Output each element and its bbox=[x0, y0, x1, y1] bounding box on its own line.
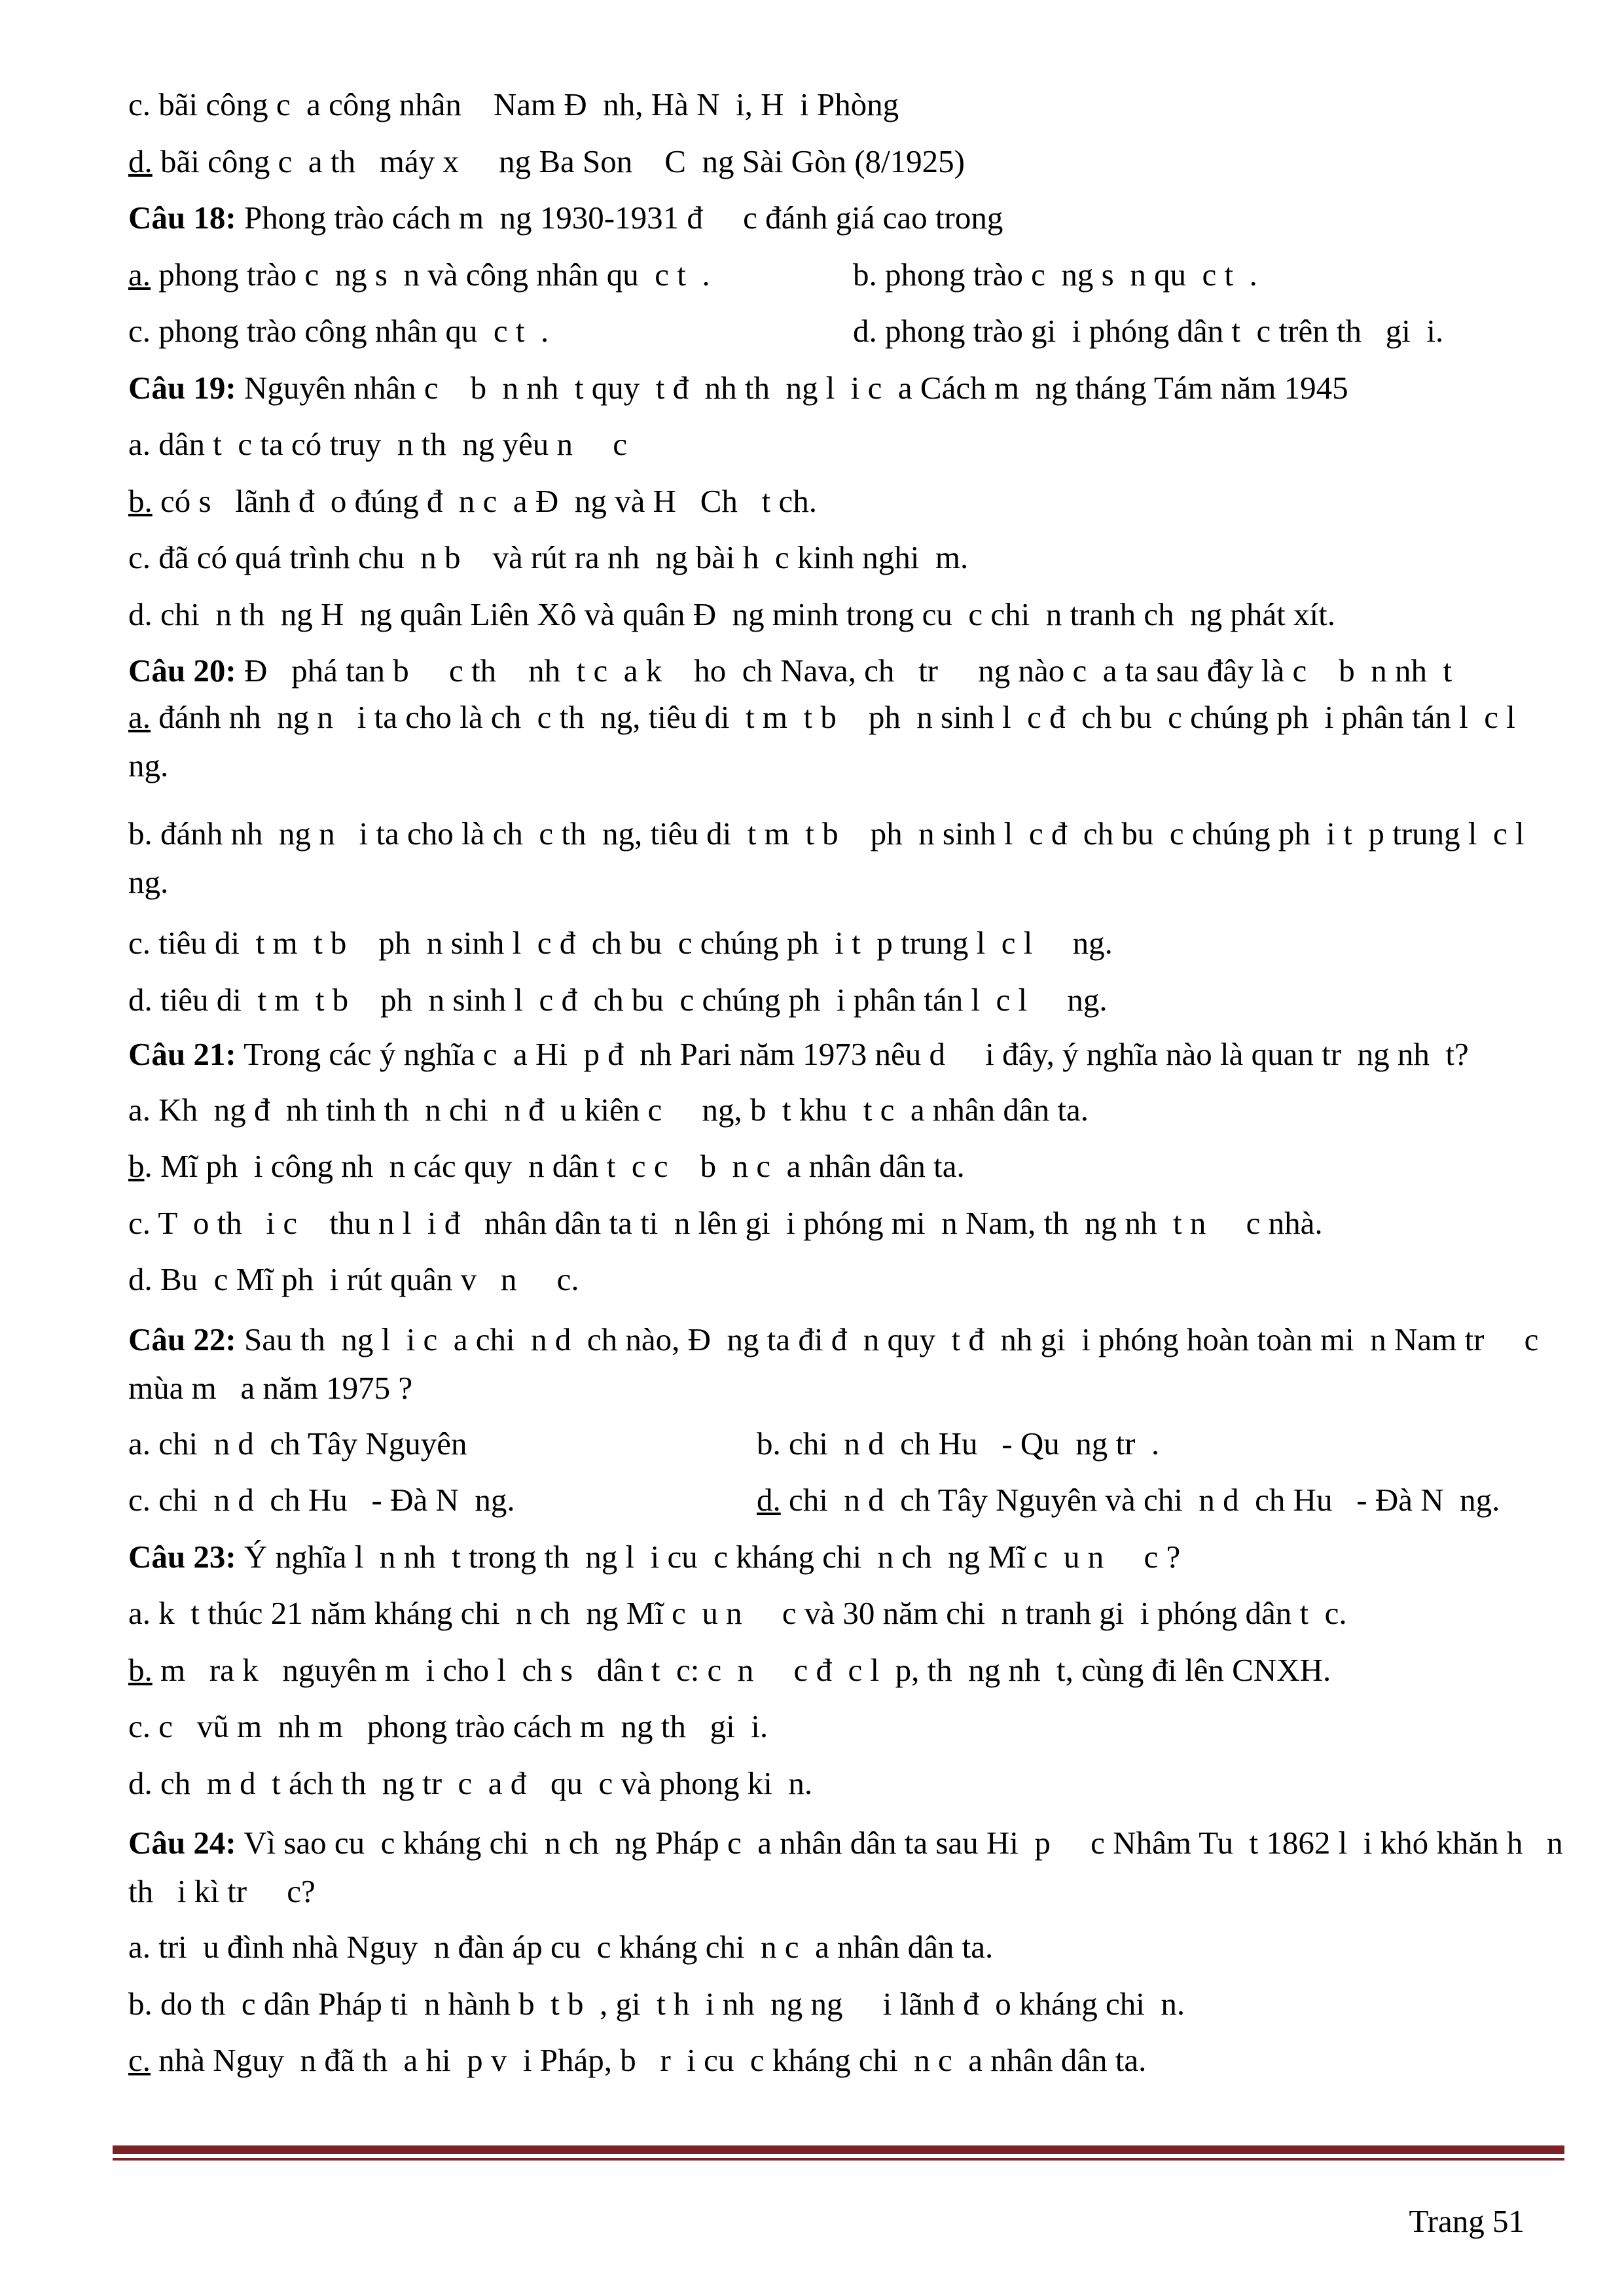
answer-line: c. c vũ m nh m phong trào cách m ng th gi i. bbox=[128, 1708, 768, 1744]
answer-line: c. T o th i c thu n l i đ nhân dân ta ti n lên gi i phóng mi n Nam, th ng nh t n c nhà. bbox=[128, 1204, 1323, 1241]
answer-line: a. Kh ng đ nh tinh th n chi n đ u kiên c ng, b t khu t c a nhân dân ta. bbox=[128, 1091, 1089, 1128]
answer-line: c. bãi công c a công nhân Nam Đ nh, Hà N i, H i Phòng bbox=[128, 86, 899, 122]
answer-line: b. m ra k nguyên m i cho l ch s dân t c: c n c đ c l p, th ng nh t, cùng đi lên CNXH. bbox=[128, 1651, 1331, 1688]
answer-line: b. do th c dân Pháp ti n hành b t b , gi t h i nh ng ng i lãnh đ o kháng chi n. bbox=[128, 1985, 1185, 2022]
footer-divider bbox=[113, 2145, 1564, 2165]
question-line: Câu 23: Ý nghĩa l n nh t trong th ng l i cu c kháng chi n ch ng Mĩ c u n c ? bbox=[128, 1538, 1181, 1575]
question-line: Câu 22: Sau th ng l i c a chi n d ch nào, Đ ng ta đi đ n quy t đ nh gi i phóng hoàn toàn mi n Nam tr c mùa m a năm 1975 ? bbox=[128, 1321, 1547, 1406]
answer-line: b. có s lãnh đ o đúng đ n c a Đ ng và H Ch t ch. bbox=[128, 482, 817, 519]
answer-line: b. Mĩ ph i công nh n các quy n dân t c c b n c a nhân dân ta. bbox=[128, 1148, 965, 1184]
question-line: Câu 18: Phong trào cách m ng 1930-1931 đ c đánh giá cao trong bbox=[128, 200, 1003, 236]
answer-mark: a. bbox=[128, 699, 151, 735]
answer-row: a. chi n d ch Tây Nguyên b. chi n d ch Hu - Qu ng tr . bbox=[128, 1425, 1160, 1462]
question-label: Câu 21: bbox=[128, 1035, 236, 1072]
answer-line: c. nhà Nguy n đã th a hi p v i Pháp, b r i cu c kháng chi n c a nhân dân ta. bbox=[128, 2042, 1147, 2078]
question-label: Câu 20: bbox=[128, 653, 236, 689]
answer-line: d. Bu c Mĩ ph i rút quân v n c. bbox=[128, 1261, 579, 1297]
answer-line: d. ch m d t ách th ng tr c a đ qu c và phong ki n. bbox=[128, 1765, 813, 1801]
answer-mark: d. bbox=[757, 1482, 781, 1518]
answer-mark: b. bbox=[128, 1651, 153, 1688]
answer-line: a. dân t c ta có truy n th ng yêu n c bbox=[128, 426, 628, 462]
page-number: Trang 51 bbox=[1409, 2203, 1525, 2239]
answer-line: d. bãi công c a th máy x ng Ba Son C ng Sài Gòn (8/1925) bbox=[128, 143, 965, 179]
question-label: Câu 18: bbox=[128, 200, 236, 236]
question-label: Câu 19: bbox=[128, 369, 236, 406]
question-line: Câu 19: Nguyên nhân c b n nh t quy t đ nh th ng l i c a Cách m ng tháng Tám năm 1945 bbox=[128, 369, 1348, 406]
answer-row: a. phong trào c ng s n và công nhân qu c t . b. phong trào c ng s n qu c t . bbox=[128, 256, 1257, 293]
answer-line: b. đánh nh ng n i ta cho là ch c th ng, tiêu di t m t b ph n sinh l c đ ch bu c chúng ph i t p trung l c l ng. bbox=[128, 816, 1564, 900]
page-content bbox=[128, 84, 1571, 2096]
divider-thick-line bbox=[113, 2145, 1564, 2154]
answer-line: a. tri u đình nhà Nguy n đàn áp cu c kháng chi n c a nhân dân ta. bbox=[128, 1929, 994, 1965]
answer-line: d. chi n th ng H ng quân Liên Xô và quân Đ ng minh trong cu c chi n tranh ch ng phát xít. bbox=[128, 596, 1335, 632]
answer-mark: d. bbox=[128, 143, 153, 179]
question-line: Câu 24: Vì sao cu c kháng chi n ch ng Pháp c a nhân dân ta sau Hi p c Nhâm Tu t 1862 l i khó khăn h n th i kì tr c? bbox=[128, 1825, 1571, 1909]
question-label: Câu 23: bbox=[128, 1538, 236, 1575]
answer-mark: b. bbox=[128, 482, 153, 519]
answer-line: a. k t thúc 21 năm kháng chi n ch ng Mĩ c u n c và 30 năm chi n tranh gi i phóng dân t c. bbox=[128, 1595, 1347, 1631]
question-line: Câu 20: Đ phá tan b c th nh t c a k ho ch Nava, ch tr ng nào c a ta sau đây là c b n nh t bbox=[128, 653, 1453, 689]
question-label: Câu 24: bbox=[128, 1825, 236, 1861]
answer-mark: b bbox=[128, 1148, 145, 1184]
answer-mark: a. bbox=[128, 256, 151, 293]
answer-mark: c. bbox=[128, 2042, 151, 2078]
answer-row: c. chi n d ch Hu - Đà N ng. d. chi n d ch Tây Nguyên và chi n d ch Hu - Đà N ng. bbox=[128, 1482, 1500, 1518]
answer-line: c. tiêu di t m t b ph n sinh l c đ ch bu c chúng ph i t p trung l c l ng. bbox=[128, 925, 1113, 961]
answer-row: c. phong trào công nhân qu c t . d. phong trào gi i phóng dân t c trên th gi i. bbox=[128, 313, 1444, 349]
answer-line: d. tiêu di t m t b ph n sinh l c đ ch bu c chúng ph i phân tán l c l ng. bbox=[128, 981, 1108, 1018]
question-label: Câu 22: bbox=[128, 1321, 236, 1357]
divider-thin-line bbox=[113, 2158, 1564, 2161]
answer-line: c. đã có quá trình chu n b và rút ra nh ng bài h c kinh nghi m. bbox=[128, 539, 969, 575]
answer-line: a. đánh nh ng n i ta cho là ch c th ng, tiêu di t m t b ph n sinh l c đ ch bu c chúng ph i phân tán l c l ng. bbox=[128, 699, 1556, 783]
question-line: Câu 21: Trong các ý nghĩa c a Hi p đ nh Pari năm 1973 nêu d i đây, ý nghĩa nào là quan tr ng nh t? bbox=[128, 1035, 1469, 1072]
